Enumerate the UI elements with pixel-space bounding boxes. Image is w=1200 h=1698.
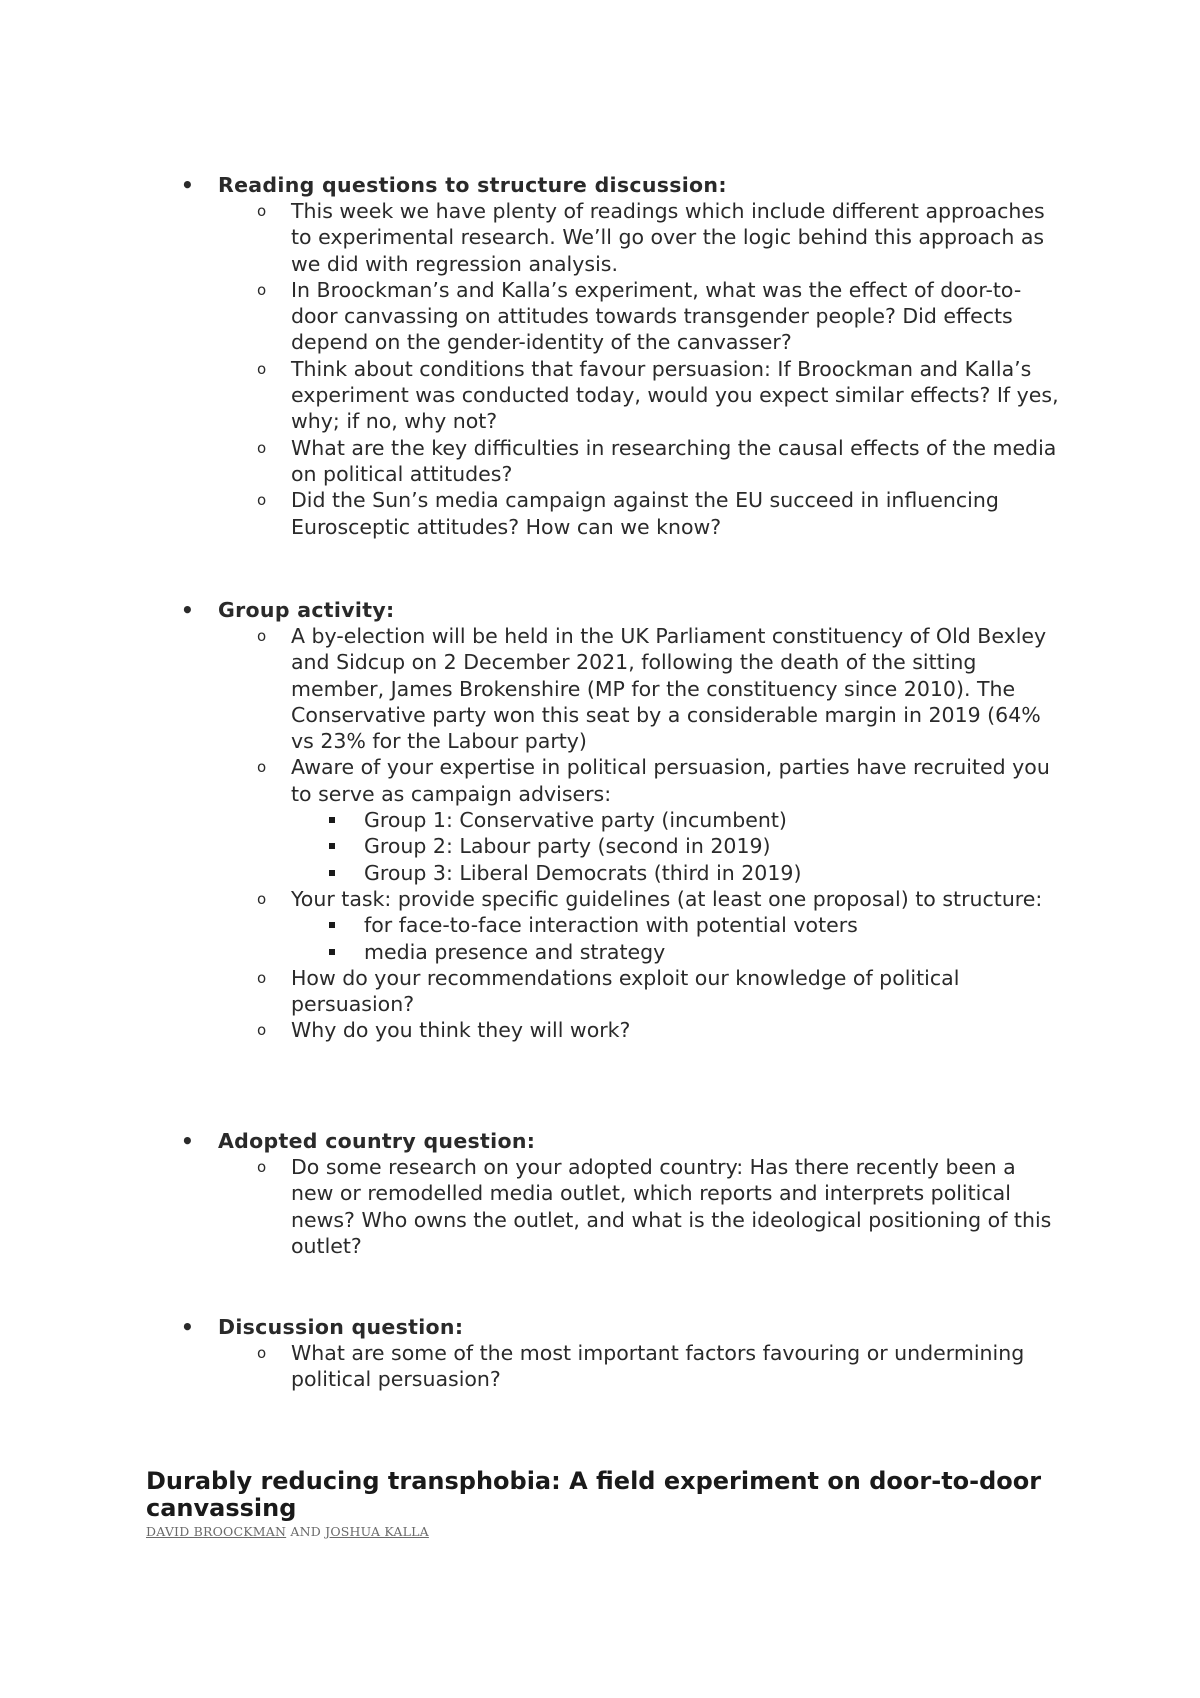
bullet-circle: o <box>257 359 267 378</box>
section-heading: • Discussion question: <box>181 1315 464 1339</box>
bullet-circle: o <box>257 1158 267 1176</box>
list-item: o A by-election will be held in the UK Parliament constituency of Old Bexley and Sidcup on 2 December 2021, following the death of the sitting member, James Brokenshire (MP for the constituency since 2010). The Conservative party won this seat by a considerable margin in 2019 (64% vs 23% for the Labour party) <box>257 624 1047 754</box>
sub-list-item: Group 3: Liberal Democrats (third in 2019) <box>0 860 1061 886</box>
list-item: o This week we have plenty of readings which include different approaches to experimental research. We’ll go over the logic behind this approach as we did with regression analysis. <box>257 199 1045 276</box>
list-item: o In Broockman’s and Kalla’s experiment, what was the effect of door-to-door canvassing on attitudes towards transgender people? Did effects depend on the gender-identity of the canvasser? <box>257 277 1022 355</box>
bullet-square <box>329 870 335 876</box>
section-adopted-country <box>0 1128 1200 1259</box>
bullet-square <box>329 922 335 928</box>
bullet-disc: • <box>181 1129 195 1153</box>
bullet-circle: o <box>257 202 267 220</box>
section-discussion <box>0 1314 1200 1393</box>
list-item: o Did the Sun’s media campaign against the EU succeed in influencing Eurosceptic attitudes? How can we know? <box>257 488 999 539</box>
sub-list-item: media presence and strategy <box>0 939 1061 965</box>
list-item: o Aware of your expertise in political persuasion, parties have recruited you to serve as campaign advisers: <box>257 755 1050 806</box>
bullet-circle: o <box>257 758 267 777</box>
bullet-disc: • <box>181 1315 195 1339</box>
sub-list-item: Group 1: Conservative party (incumbent) <box>0 807 1061 833</box>
paper-title: Durably reducing transphobia: A field experiment on door-to-door canvassing <box>146 1467 1042 1522</box>
author-conjunction: AND <box>290 1524 321 1539</box>
section-heading: • Group activity: <box>181 598 395 622</box>
bullet-disc: • <box>181 598 195 622</box>
list-item: o What are the key difficulties in researching the causal effects of the media on political attitudes? <box>257 435 1057 486</box>
bullet-circle: o <box>257 280 267 299</box>
list-item: o Think about conditions that favour persuasion: If Broockman and Kalla’s experiment was conducted today, would you expect similar effects? If yes, why; if no, why not? <box>257 356 1059 434</box>
section-reading-questions <box>0 172 1200 540</box>
sub-list-item: for face-to-face interaction with potential voters <box>0 912 1061 938</box>
section-heading: • Adopted country question: <box>181 1129 536 1153</box>
paper-authors <box>146 1524 429 1539</box>
section-group-activity <box>0 597 1200 1044</box>
bullet-circle: o <box>257 627 267 645</box>
list-item: o Do some research on your adopted country: Has there recently been a new or remodelled media outlet, which reports and interprets political news? Who owns the outlet, and what is the ideological positioning of this outlet? <box>257 1155 1052 1258</box>
bullet-square <box>329 817 335 823</box>
list-item: o Your task: provide specific guidelines (at least one proposal) to structure: <box>257 886 1043 911</box>
bullet-disc: • <box>181 173 195 197</box>
bullet-circle: o <box>257 889 267 908</box>
bullet-circle: o <box>257 438 267 457</box>
bullet-circle: o <box>257 1344 267 1362</box>
bullet-circle: o <box>257 968 267 987</box>
bullet-circle: o <box>257 491 267 510</box>
list-item: o What are some of the most important factors favouring or undermining political persuasion? <box>257 1341 1025 1392</box>
bullet-square <box>329 843 335 849</box>
sub-list-item: Group 2: Labour party (second in 2019) <box>0 833 1061 859</box>
list-item: o Why do you think they will work? <box>257 1018 631 1043</box>
bullet-square <box>329 949 335 955</box>
author-link[interactable]: DAVID BROOCKMAN <box>146 1524 287 1539</box>
section-heading: • Reading questions to structure discussion: <box>181 173 727 197</box>
author-link[interactable]: JOSHUA KALLA <box>325 1524 429 1539</box>
bullet-circle: o <box>257 1021 267 1040</box>
list-item: o How do your recommendations exploit our knowledge of political persuasion? <box>257 965 960 1017</box>
